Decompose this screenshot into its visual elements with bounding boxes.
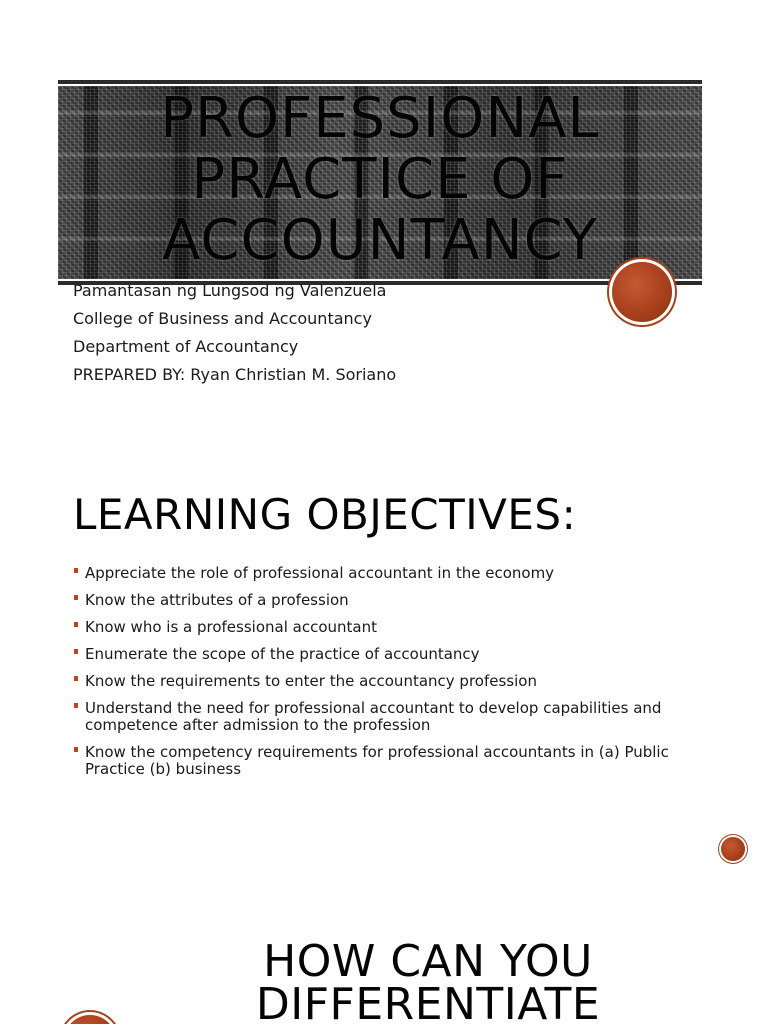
- objective-text: Enumerate the scope of the practice of accountancy: [85, 645, 480, 663]
- bullet-icon: [74, 622, 78, 627]
- objective-text: Appreciate the role of professional accountant in the economy: [85, 564, 555, 582]
- subtitle-list: [73, 277, 396, 389]
- objective-item: [73, 673, 693, 690]
- objectives-heading: LEARNING OBJECTIVES:: [73, 490, 577, 539]
- objective-text: Know the attributes of a profession: [85, 591, 349, 609]
- decorative-circle: [721, 837, 745, 861]
- decorative-circle: [64, 1015, 116, 1024]
- objective-item: [73, 700, 693, 734]
- subtitle-prepared-by: PREPARED BY: Ryan Christian M. Soriano: [73, 365, 397, 384]
- objective-item: [73, 619, 693, 636]
- subtitle-college: College of Business and Accountancy: [73, 309, 372, 328]
- slide-title: PROFESSIONAL PRACTICE OF ACCOUNTANCY: [160, 86, 600, 273]
- objective-item: [73, 744, 693, 778]
- objectives-slide: [0, 420, 768, 890]
- objective-text: Know the competency requirements for professional accountants in (a) Public Practice (b) business: [85, 743, 669, 778]
- question-heading: HOW CAN YOU DIFFERENTIATE: [255, 936, 601, 1024]
- objectives-list: [73, 565, 693, 788]
- bullet-icon: [74, 649, 78, 654]
- subtitle-department: Department of Accountancy: [73, 337, 299, 356]
- objective-text: Know who is a professional accountant: [85, 618, 377, 636]
- title-slide: [0, 0, 768, 420]
- bullet-icon: [74, 568, 78, 573]
- objective-item: [73, 646, 693, 663]
- objective-text: Understand the need for professional accountant to develop capabilities and competence after admission to the profession: [85, 699, 662, 734]
- bullet-icon: [74, 747, 78, 752]
- subtitle-institution: Pamantasan ng Lungsod ng Valenzuela: [73, 281, 387, 300]
- bullet-icon: [74, 676, 78, 681]
- bullet-icon: [74, 595, 78, 600]
- objective-text: Know the requirements to enter the accountancy profession: [85, 672, 537, 690]
- question-slide: [0, 890, 768, 1024]
- objective-item: [73, 592, 693, 609]
- decorative-circle: [612, 262, 672, 322]
- bullet-icon: [74, 703, 78, 708]
- objective-item: [73, 565, 693, 582]
